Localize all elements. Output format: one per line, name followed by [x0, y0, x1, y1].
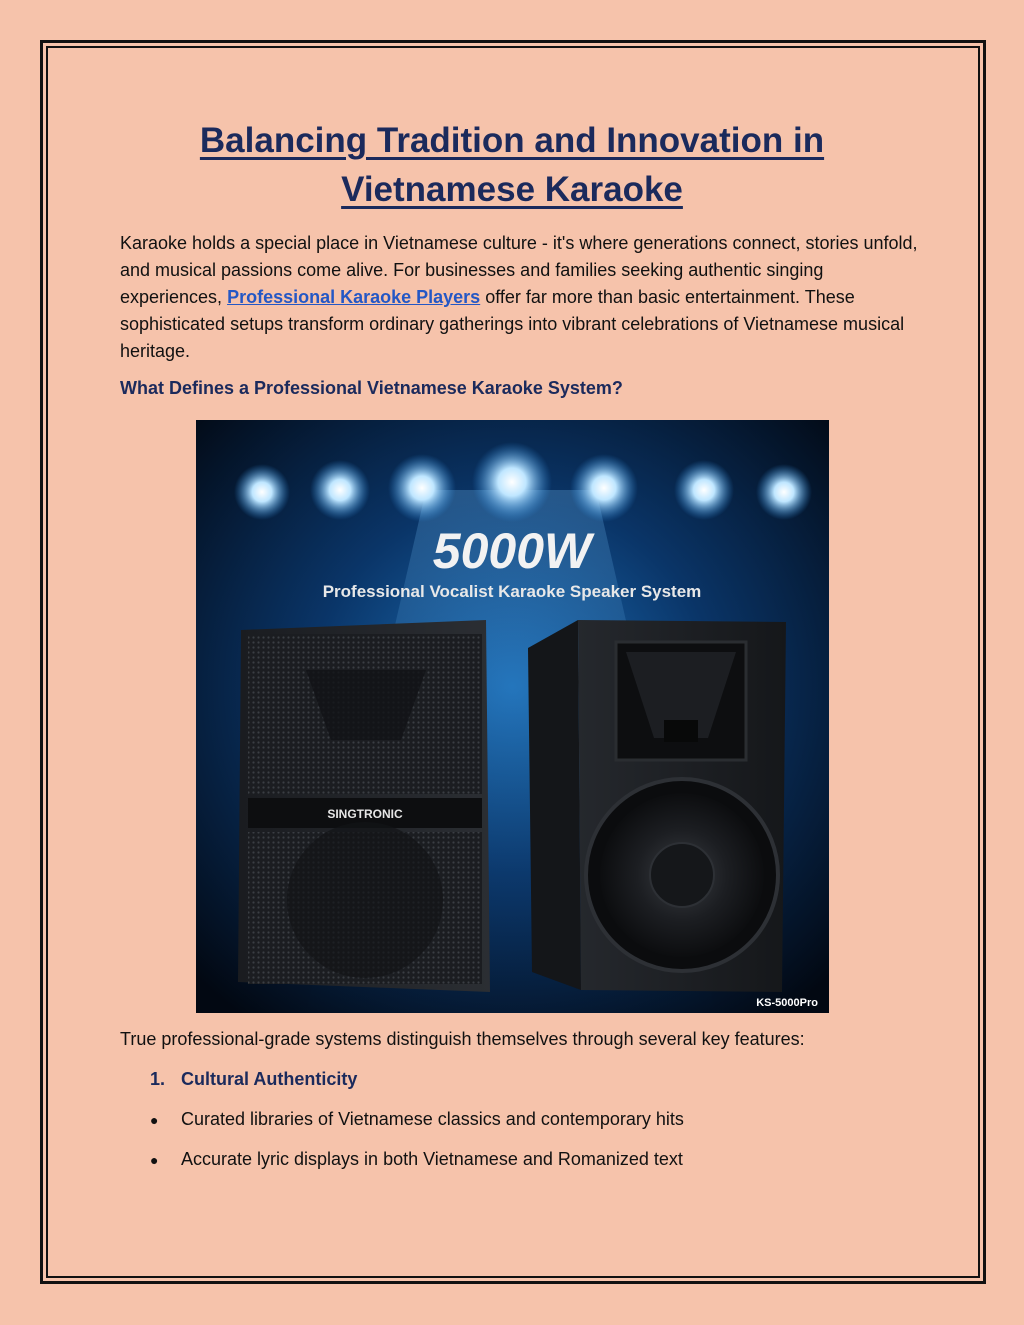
bullet-item — [150, 1149, 683, 1170]
section-heading: What Defines a Professional Vietnamese Karaoke System? — [120, 378, 623, 398]
list-number: 1. — [150, 1069, 166, 1089]
model-label: KS-5000Pro — [756, 997, 818, 1009]
stage-light-6 — [674, 460, 734, 520]
features-intro: True professional-grade systems distinguish themselves through several key features: — [120, 1029, 805, 1049]
image-headline: 5000W — [432, 523, 592, 579]
intro-text-before: Karaoke holds a special place in Vietnamese culture - it's where generations connect, stories unfold, and musical passions come alive. For businesses and families seeking authentic singing experiences, — [120, 233, 918, 307]
left-speaker — [238, 620, 490, 992]
intro-paragraph — [120, 230, 920, 365]
right-speaker — [528, 620, 786, 992]
bullet-text: Accurate lyric displays in both Vietnamese and Romanized text — [181, 1149, 683, 1169]
bullet-text: Curated libraries of Vietnamese classics and contemporary hits — [181, 1109, 684, 1129]
stage-light-5 — [570, 454, 638, 522]
bullet-icon: ● — [150, 1112, 159, 1128]
speaker-brand-label: SINGTRONIC — [327, 807, 403, 821]
stage-light-2 — [310, 460, 370, 520]
list-item-label: Cultural Authenticity — [181, 1069, 358, 1089]
stage-light-3 — [388, 454, 456, 522]
bullet-icon: ● — [150, 1152, 159, 1168]
speaker-product-image — [196, 420, 829, 1013]
stage-light-7 — [756, 464, 812, 520]
numbered-list-item — [150, 1069, 357, 1090]
page-title: Balancing Tradition and Innovation in Vietnamese Karaoke — [199, 121, 825, 209]
image-subtitle: Professional Vocalist Karaoke Speaker System — [322, 582, 702, 601]
stage-light-4 — [472, 442, 552, 522]
intro-text-after: offer far more than basic entertainment. These sophisticated setups transform ordinary gatherings into vibrant celebrations of Vietnamese musical heritage. — [120, 287, 905, 361]
stage-light-1 — [234, 464, 290, 520]
bullet-item — [150, 1109, 684, 1130]
professional-karaoke-players-link[interactable]: Professional Karaoke Players — [227, 287, 481, 307]
